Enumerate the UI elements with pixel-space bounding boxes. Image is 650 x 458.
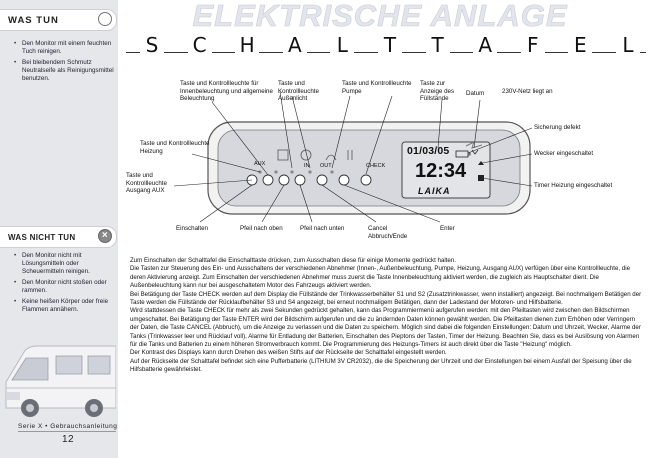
was-nicht-tun-list	[16, 252, 114, 317]
label-pumpe: Taste und Kontrollleuchte Pumpe	[342, 80, 412, 95]
list-item: • Den Monitor nicht mit Lösungsmitteln oder Scheuermitteln reinigen.	[16, 252, 114, 276]
label-aux: Taste und Kontrollleuchte Ausgang AUX	[126, 172, 167, 194]
label-einschalten: Einschalten	[176, 225, 208, 232]
list-item: • Bei bleibendem Schmutz Neutralseife als Reinigungsmittel benutzen.	[16, 59, 114, 83]
btn-check-label: CHECK	[366, 163, 386, 169]
was-nicht-tun-tab	[0, 226, 117, 248]
label-wecker: Wecker eingeschaltet	[534, 150, 594, 157]
title-letter: A	[473, 33, 497, 57]
label-fuellstaende: Taste zur Anzeige des Füllstände	[420, 80, 455, 102]
was-nicht-tun-title: WAS NICHT TUN	[8, 232, 76, 242]
label-enter: Enter	[440, 225, 455, 232]
button-cancel	[317, 175, 327, 185]
was-tun-tab	[0, 9, 117, 31]
was-tun-list	[16, 40, 114, 86]
title-letter: C	[188, 33, 212, 57]
title-letter: F	[521, 33, 545, 57]
list-item: • Den Monitor mit einem feuchten Tuch reinigen.	[16, 40, 114, 56]
footer-series: Serie X • Gebrauchsanleitung	[18, 423, 118, 430]
label-aussenlicht: Taste und Kontrollleuchte Außenlicht	[278, 80, 319, 102]
display-date: 01/03/05	[407, 145, 450, 157]
paragraph: Die Tasten zur Steuerung des Ein- und Ausschaltens der verschiedenen Abnehmer (Innen-, Außenbeleuchtung, Pumpe, Heizung, Ausgang AUX) verfügen über eine Kontrollleuchte, die deren Aktivierung anzeigt. Zum Einschalten der verschiedenen Abnehmer muss zuerst die Taste Innenbeleuchtung aktiviert werden, die zugleich als Hauptschalter dient. Die Außenbeleuchtung kann nur bei ausgeschaltetem Motor des Fahrzeugs aktiviert werden.	[130, 265, 630, 290]
label-cancel: Cancel Abbruch/Ende	[368, 225, 408, 240]
button-check	[361, 175, 371, 185]
title-letter: T	[426, 33, 450, 57]
label-datum: Datum	[466, 90, 485, 97]
page-title	[140, 33, 640, 57]
display-time: 12:34	[415, 160, 467, 182]
label-pfeil-oben: Pfeil nach oben	[240, 225, 283, 232]
control-panel-diagram	[122, 62, 650, 256]
paragraph: Der Kontrast des Displays kann durch Drehen des weißen Stifts auf der Rückseite der Schalttafel eingestellt werden.	[130, 349, 447, 357]
btn-out-label: OUT	[320, 163, 332, 169]
title-letter: L	[616, 33, 640, 57]
ok-circle-icon	[98, 12, 112, 26]
display-brand: LAIKA	[418, 186, 451, 196]
was-tun-title: WAS TUN	[8, 14, 59, 26]
list-item: • Keine heißen Körper oder freie Flammen annähern.	[16, 298, 114, 314]
label-pfeil-unten: Pfeil nach unten	[300, 225, 345, 232]
x-circle-icon: ×	[98, 229, 112, 243]
button-enter	[339, 175, 349, 185]
title-letter: T	[378, 33, 402, 57]
paragraph: Bei Betätigung der Taste CHECK werden auf dem Display die Füllstände der Trinkwasserbehälter S1 und S2 (Zusatztrinkwasser, wenn installiert) angezeigt. Bei nochmaligem Betätigen der Taste werden die Füllstände der Rücklaufbehälter S3 und S4 angezeigt, bei erneut nochmaligem Betätigen, dann der Ladestand der Motoren- und Hilfsbatterie.	[130, 290, 642, 307]
title-letter: A	[283, 33, 307, 57]
list-item: • Den Monitor nicht stoßen oder rammen.	[16, 279, 114, 295]
btn-in-label: IN	[304, 163, 310, 169]
ghost-section-title: ELEKTRISCHE ANLAGE	[192, 0, 568, 33]
title-letter: E	[568, 33, 592, 57]
title-letter: L	[330, 33, 354, 57]
btn-aux-label: AUX	[254, 161, 266, 167]
label-netz: 230V-Netz liegt an	[502, 88, 553, 95]
label-innenbeleuchtung: Taste und Kontrollleuchte für Innenbeleuchtung und allgemeine Beleuchtung	[180, 80, 273, 102]
instruction-text	[130, 257, 644, 375]
title-letter: S	[140, 33, 164, 57]
paragraph: Auf der Rückseite der Schalttafel befindet sich eine Pufferbatterie (LITHIUM 3V CR2032), die die Speicherung der Uhrzeit und der Einstellungen bei einem Ausfall der Speisung über die Hilfsbatterie gewährleistet.	[130, 357, 632, 374]
camper-van-image	[4, 330, 116, 420]
footer-divider	[18, 431, 116, 432]
paragraph: Wird stattdessen die Taste CHECK für mehr als zwei Sekunden gedrückt gehalten, kann das Programmiermenü aufgerufen werden: mit den Pfeiltasten wird zwischen den Bildschirmen umgeschaltet. Bei Betätigung der Taste ENTER wird der Bildschirm aufgerufen und die zu ändernden Daten können gewählt werden. Die Pfeiltasten dienen zum Erhöhen oder Verringern der Daten, die Taste CANCEL (Abbruch), um die Anzeige zu verlassen und die Daten zu speichern. Möglich sind dabei die folgenden Einstellungen: Datum und Uhrzeit, Wecker, Alarme der Tanks (Trinkwasser leer und Rücklauf voll), Alarme für Entladung der Batterien, Einschalten des Pieptons der Tasten, Timer der Heizung. Beachten Sie, dass es bei Auslösung von Alarmen für die Tanks und Batterien zu einem höheren Stromverbrauch kommt. Die Programmierung des Heizungs-Timers ist auch direkt über die Taste "Heizung" möglich.	[130, 307, 641, 349]
button-up	[279, 175, 289, 185]
label-timer: Timer Heizung eingeschaltet	[534, 182, 613, 189]
sidebar	[0, 0, 118, 458]
label-heizung: Taste und Kontrollleuchte Heizung	[140, 140, 210, 155]
page-number: 12	[62, 434, 75, 445]
title-letter: H	[235, 33, 259, 57]
button-down	[295, 175, 305, 185]
label-sicherung: Sicherung defekt	[534, 124, 581, 131]
paragraph: Zum Einschalten der Schalttafel die Einschalttaste drücken, zum Ausschalten diese für einige Momente gedrückt halten.	[130, 257, 456, 264]
